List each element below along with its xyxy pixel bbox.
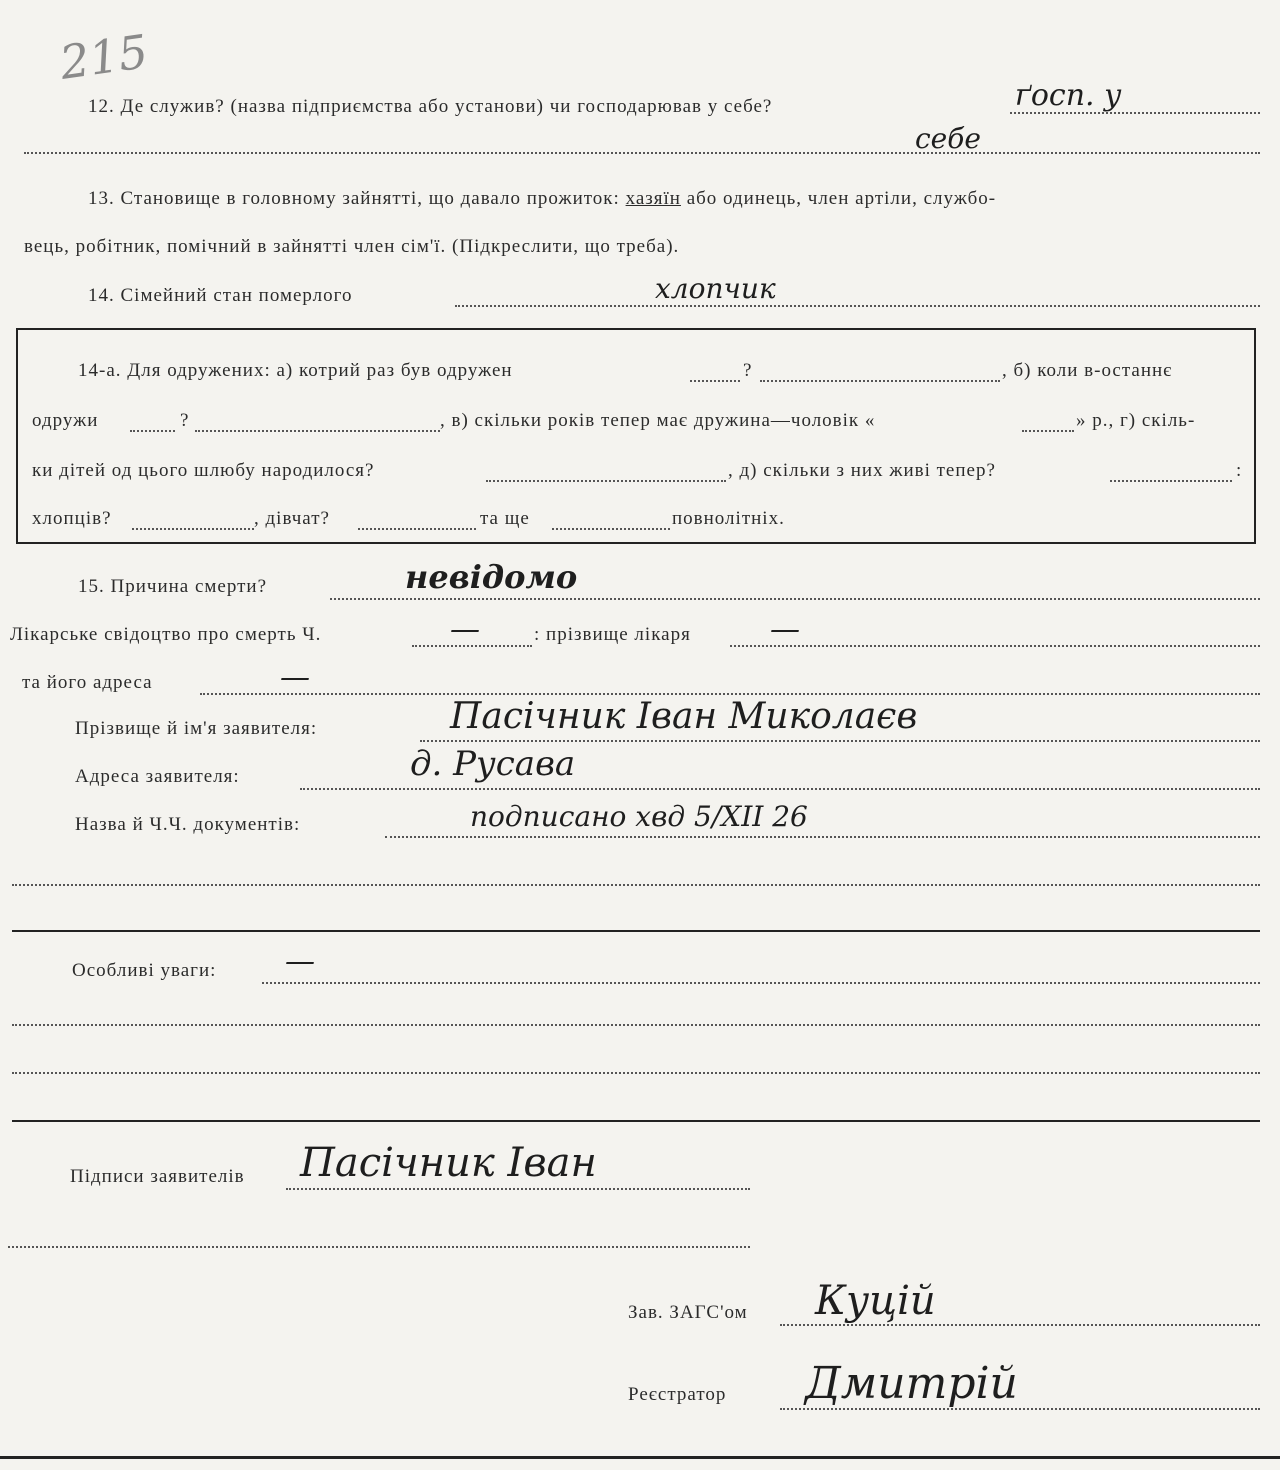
applicant-address-line (300, 788, 1260, 790)
zags-head-line (780, 1324, 1260, 1326)
q12-answer-line2: себе (915, 122, 981, 155)
q13-option-khazyain: хазяїн (625, 188, 681, 209)
applicants-signatures-line (286, 1188, 750, 1190)
q15-answer: невідомо (405, 558, 578, 596)
q14a-line1-dots2 (760, 380, 1000, 382)
zags-head-label: Зав. ЗАГС'ом (628, 1302, 748, 1323)
q14a-line1-dots1 (690, 380, 740, 382)
doctor-surname-label: : прізвище лікаря (534, 624, 691, 645)
q14-answer: хлопчик (655, 272, 776, 305)
remarks-line-2 (12, 1024, 1260, 1026)
divider-1 (12, 930, 1260, 932)
page-number: 215 (56, 24, 152, 90)
q14a-line3-dots1 (486, 480, 726, 482)
applicant-name-value: Пасічник Іван Миколаєв (450, 696, 918, 737)
blank-line-1 (12, 884, 1260, 886)
q14a-line2-dots3 (1022, 430, 1074, 432)
q13-line1-suffix: або одинець, член артіли, службо- (686, 188, 997, 209)
q14a-line4-dots1 (132, 528, 254, 530)
q14a-line2-dots2 (195, 430, 440, 432)
q14-answer-line (455, 305, 1260, 307)
q12-label: 12. Де служив? (назва підприємства або установи) чи господарював у себе? (88, 96, 773, 117)
q14a-line1-a: 14-а. Для одружених: а) котрий раз був одружен (78, 360, 513, 381)
applicant-address-value: д. Русава (410, 744, 576, 784)
q12-line2-underline (24, 152, 1260, 154)
divider-2 (12, 1120, 1260, 1122)
q14a-line2-c: , в) скільки років тепер має дружина—чоловік « (440, 410, 876, 431)
applicants-signatures-line-2 (8, 1246, 750, 1248)
q14a-line2-b: ? (180, 410, 190, 431)
remarks-value: — (285, 944, 315, 979)
applicant-name-line (420, 740, 1260, 742)
q13-line1 (88, 188, 996, 210)
q13-line1-prefix: 13. Становище в головному зайнятті, що давало прожиток: (88, 188, 620, 209)
q14a-line3-a: ки дітей од цього шлюбу народилося? (32, 460, 375, 481)
doctor-surname-dash: — (770, 612, 800, 647)
doctor-surname-line (730, 645, 1260, 647)
q14a-line2-dots1 (130, 430, 175, 432)
applicant-docs-label: Назва й Ч.Ч. документів: (75, 814, 301, 835)
q14a-line2-d: » р., г) скіль- (1076, 410, 1196, 431)
q14a-line3-c: : (1236, 460, 1243, 481)
applicant-docs-line (385, 836, 1260, 838)
applicant-name-label: Прізвище й ім'я заявителя: (75, 718, 318, 739)
remarks-line-3 (12, 1072, 1260, 1074)
registrar-signature: Дмитрій (805, 1358, 1018, 1409)
q14a-line4-c: та ще (480, 508, 530, 529)
registrar-label: Реєстратор (628, 1384, 727, 1405)
doctor-address-dash: — (280, 660, 310, 695)
q15-label: 15. Причина смерти? (78, 576, 268, 597)
applicant-docs-value: подписано хвд 5/XII 26 (470, 800, 808, 833)
doctor-address-line (200, 693, 1260, 695)
q14a-line1-b: ? (743, 360, 753, 381)
q14a-line2-a: одружи (32, 410, 99, 431)
doctor-cert-label: Лікарське свідоцтво про смерть Ч. (10, 624, 322, 645)
q14a-line3-dots2 (1110, 480, 1232, 482)
doctor-cert-number-dash: — (450, 612, 480, 647)
q14a-line3-b: , д) скільки з них живі тепер? (728, 460, 996, 481)
applicants-signatures-value: Пасічник Іван (300, 1140, 597, 1186)
applicants-signatures-label: Підписи заявителів (70, 1166, 245, 1187)
q14-label: 14. Сімейний стан померлого (88, 285, 353, 306)
applicant-address-label: Адреса заявителя: (75, 766, 240, 787)
q13-line2: вець, робітник, помічний в зайнятті член сім'ї. (Підкреслити, що треба). (24, 236, 680, 257)
q12-answer-line1-underline (1010, 112, 1260, 114)
q12-answer-line1: ґосп. у (1015, 78, 1122, 113)
zags-head-signature: Куцій (815, 1278, 936, 1324)
q14a-line4-a: хлопців? (32, 508, 112, 529)
doctor-address-label: та його адреса (22, 672, 153, 693)
bottom-edge-line (0, 1456, 1280, 1459)
q14a-line4-d: повнолітніх. (672, 508, 785, 529)
remarks-label: Особливі уваги: (72, 960, 217, 981)
q15-answer-line (330, 598, 1260, 600)
q14a-line4-b: , дівчат? (254, 508, 330, 529)
q14a-line1-c: , б) коли в-останнє (1002, 360, 1173, 381)
q14a-line4-dots2 (358, 528, 476, 530)
remarks-line-1 (262, 982, 1260, 984)
q14a-line4-dots3 (552, 528, 670, 530)
